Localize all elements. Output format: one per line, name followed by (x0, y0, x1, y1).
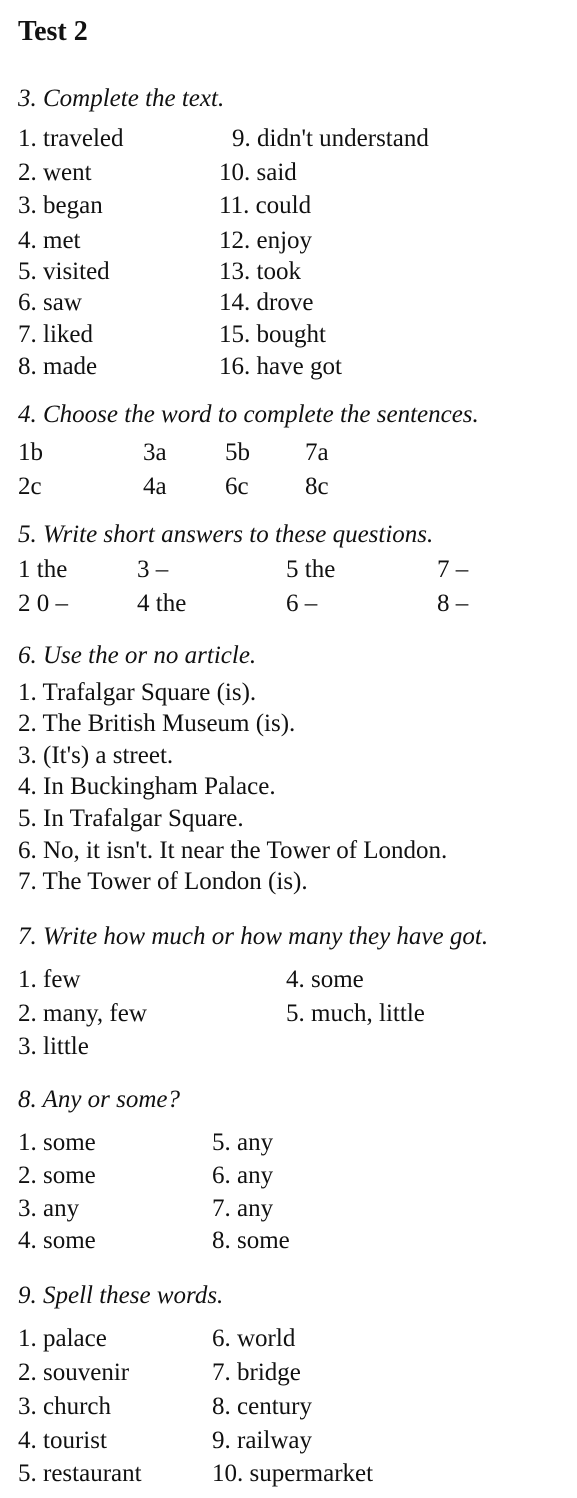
answer-item: 6. saw (18, 289, 82, 316)
answer-item: 5. restaurant (18, 1460, 142, 1487)
answer-item: 2 0 – (18, 590, 68, 617)
answer-item: 1. palace (18, 1325, 107, 1352)
answer-item: 1. Trafalgar Square (is). (18, 679, 257, 706)
answer-item: 7. liked (18, 321, 93, 348)
answer-item: 13. took (219, 258, 301, 285)
answer-item: 1. few (18, 966, 81, 993)
answer-item: 2. souvenir (18, 1359, 130, 1386)
answer-item: 12. enjoy (219, 227, 313, 254)
answer-item: 10. said (219, 159, 297, 186)
answer-item: 5. visited (18, 258, 110, 285)
answer-item: 15. bought (219, 321, 326, 348)
answer-item: 2c (18, 473, 42, 500)
answer-item: 7. The Tower of London (is). (18, 868, 308, 895)
answer-item: 3. (It's) a street. (18, 742, 174, 769)
answer-item: 14. drove (219, 289, 314, 316)
answer-item: 4. some (18, 1227, 96, 1254)
page-title: Test 2 (18, 16, 88, 47)
answer-item: 6 – (286, 590, 318, 617)
answer-item: 5. much, little (286, 1000, 425, 1027)
answer-item: 7a (305, 439, 329, 466)
answer-item: 1 the (18, 556, 68, 583)
answer-item: 3 – (137, 556, 169, 583)
answer-item: 4 the (137, 590, 187, 617)
section-4-heading: 4. Choose the word to complete the sentences. (18, 401, 479, 428)
answer-item: 4. met (18, 227, 81, 254)
answer-item: 9. railway (212, 1427, 312, 1454)
answer-item: 3. began (18, 192, 103, 219)
answer-item: 1. traveled (18, 125, 124, 152)
section-3-heading: 3. Complete the text. (18, 85, 225, 112)
answer-item: 4. tourist (18, 1427, 107, 1454)
answer-item: 7 – (437, 556, 469, 583)
answer-item: 8. some (212, 1227, 290, 1254)
answer-item: 8c (305, 473, 329, 500)
section-6-heading: 6. Use the or no article. (18, 642, 257, 669)
section-8-heading: 8. Any or some? (18, 1086, 181, 1113)
answer-item: 6c (225, 473, 249, 500)
answer-item: 8 – (437, 590, 469, 617)
answer-item: 9. didn't understand (232, 125, 429, 152)
answer-item: 7. any (212, 1195, 274, 1222)
section-7-heading: 7. Write how much or how many they have got. (18, 923, 489, 950)
answer-item: 1b (18, 439, 43, 466)
answer-item: 4. In Buckingham Palace. (18, 773, 276, 800)
answer-item: 3. little (18, 1033, 89, 1060)
answer-item: 16. have got (219, 353, 342, 380)
answer-item: 2. went (18, 159, 92, 186)
answer-item: 4. some (286, 966, 364, 993)
answer-item: 3. any (18, 1195, 80, 1222)
answer-item: 7. bridge (212, 1359, 301, 1386)
answer-item: 2. some (18, 1162, 96, 1189)
answer-item: 3. church (18, 1393, 112, 1420)
answer-item: 6. world (212, 1325, 296, 1352)
answer-item: 2. many, few (18, 1000, 147, 1027)
answer-item: 6. No, it isn't. It near the Tower of London. (18, 837, 448, 864)
answer-item: 5b (225, 439, 250, 466)
answer-item: 5. any (212, 1129, 274, 1156)
answer-item: 8. made (18, 353, 98, 380)
answer-item: 5 the (286, 556, 336, 583)
section-5-heading: 5. Write short answers to these questions. (18, 521, 434, 548)
answer-item: 4a (143, 473, 167, 500)
answer-item: 8. century (212, 1393, 312, 1420)
answer-item: 1. some (18, 1129, 96, 1156)
answer-item: 5. In Trafalgar Square. (18, 805, 244, 832)
answer-item: 6. any (212, 1162, 274, 1189)
answer-item: 2. The British Museum (is). (18, 710, 296, 737)
answer-item: 11. could (219, 192, 312, 219)
answer-item: 10. supermarket (212, 1460, 374, 1487)
section-9-heading: 9. Spell these words. (18, 1282, 224, 1309)
answer-item: 3a (143, 439, 167, 466)
